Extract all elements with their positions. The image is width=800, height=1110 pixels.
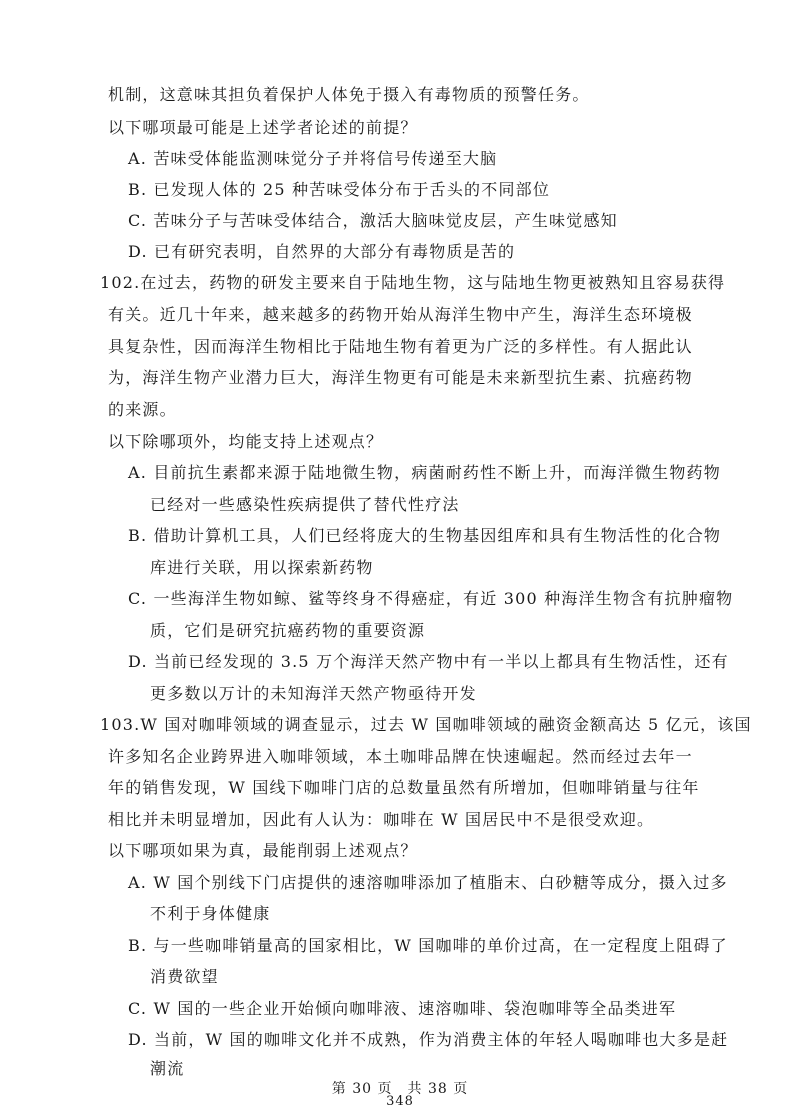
- q102-option-a: A. 目前抗生素都来源于陆地微生物，病菌耐药性不断上升，而海洋微生物药物: [128, 463, 721, 482]
- q102-stem-line: 具复杂性，因而海洋生物相比于陆地生物有着更为广泛的多样性。有人据此认: [108, 337, 693, 356]
- q102-option-b-cont: 库进行关联，用以探索新药物: [150, 558, 374, 577]
- q102-stem-line: 102.在过去，药物的研发主要来自于陆地生物，这与陆地生物更被熟知且容易获得: [100, 273, 726, 292]
- q103-option-b: B. 与一些咖啡销量高的国家相比，W 国咖啡的单价过高，在一定程度上阻碍了: [128, 936, 728, 955]
- page-label: 第 30 页 共 38 页: [331, 1081, 469, 1097]
- q102-stem-line: 有关。近几十年来，越来越多的药物开始从海洋生物中产生，海洋生态环境极: [108, 305, 693, 324]
- q102-stem-line: 的来源。: [108, 400, 177, 419]
- q103-stem-line: 许多知名企业跨界进入咖啡领域，本土咖啡品牌在快速崛起。然而经过去年一: [108, 747, 693, 766]
- q102-option-b: B. 借助计算机工具，人们已经将庞大的生物基因组库和具有生物活性的化合物: [128, 526, 722, 545]
- page-number: 348: [386, 1094, 414, 1109]
- q103-option-b-cont: 消费欲望: [150, 967, 219, 986]
- option-c: C. 苦味分子与苦味受体结合，激活大脑味觉皮层，产生味觉感知: [128, 211, 618, 230]
- q103-option-d-cont: 潮流: [150, 1059, 185, 1078]
- q103-option-a-cont: 不利于身体健康: [150, 904, 271, 923]
- q102-option-a-cont: 已经对一些感染性疾病提供了替代性疗法: [150, 495, 460, 514]
- q102-option-c: C. 一些海洋生物如鲸、鲨等终身不得癌症，有近 300 种海洋生物含有抗肿瘤物: [128, 589, 734, 608]
- q103-question-prompt: 以下哪项如果为真，最能削弱上述观点？: [108, 841, 418, 860]
- q102-stem-line: 为，海洋生物产业潜力巨大，海洋生物更有可能是未来新型抗生素、抗癌药物: [108, 368, 693, 387]
- q102-option-c-cont: 质，它们是研究抗癌药物的重要资源: [150, 621, 426, 640]
- q103-stem-line: 相比并未明显增加，因此有人认为：咖啡在 W 国居民中不是很受欢迎。: [108, 810, 655, 829]
- q102-question-prompt: 以下除哪项外，均能支持上述观点？: [108, 432, 384, 451]
- intro-line: 机制，这意味其担负着保护人体免于摄入有毒物质的预警任务。: [108, 85, 590, 104]
- q102-option-d-cont: 更多数以万计的未知海洋天然产物亟待开发: [150, 684, 477, 703]
- q103-option-c: C. W 国的一些企业开始倾向咖啡液、速溶咖啡、袋泡咖啡等全品类进军: [128, 999, 677, 1018]
- q103-stem-line: 年的销售发现，W 国线下咖啡门店的总数量虽然有所增加，但咖啡销量与往年: [108, 778, 700, 797]
- question-prompt: 以下哪项最可能是上述学者论述的前提？: [108, 118, 418, 137]
- option-b: B. 已发现人体的 25 种苦味受体分布于舌头的不同部位: [128, 180, 551, 199]
- option-d: D. 已有研究表明，自然界的大部分有毒物质是苦的: [128, 242, 516, 261]
- q103-option-a: A. W 国个别线下门店提供的速溶咖啡添加了植脂末、白砂糖等成分，摄入过多: [128, 873, 728, 892]
- q103-stem-line: 103.W 国对咖啡领域的调查显示，过去 W 国咖啡领域的融资金额高达 5 亿元，该国: [100, 715, 752, 734]
- option-a: A. 苦味受体能监测味觉分子并将信号传递至大脑: [128, 149, 498, 168]
- q102-option-d: D. 当前已经发现的 3.5 万个海洋天然产物中有一半以上都具有生物活性，还有: [128, 652, 729, 671]
- q103-option-d: D. 当前，W 国的咖啡文化并不成熟，作为消费主体的年轻人喝咖啡也大多是赶: [128, 1030, 729, 1049]
